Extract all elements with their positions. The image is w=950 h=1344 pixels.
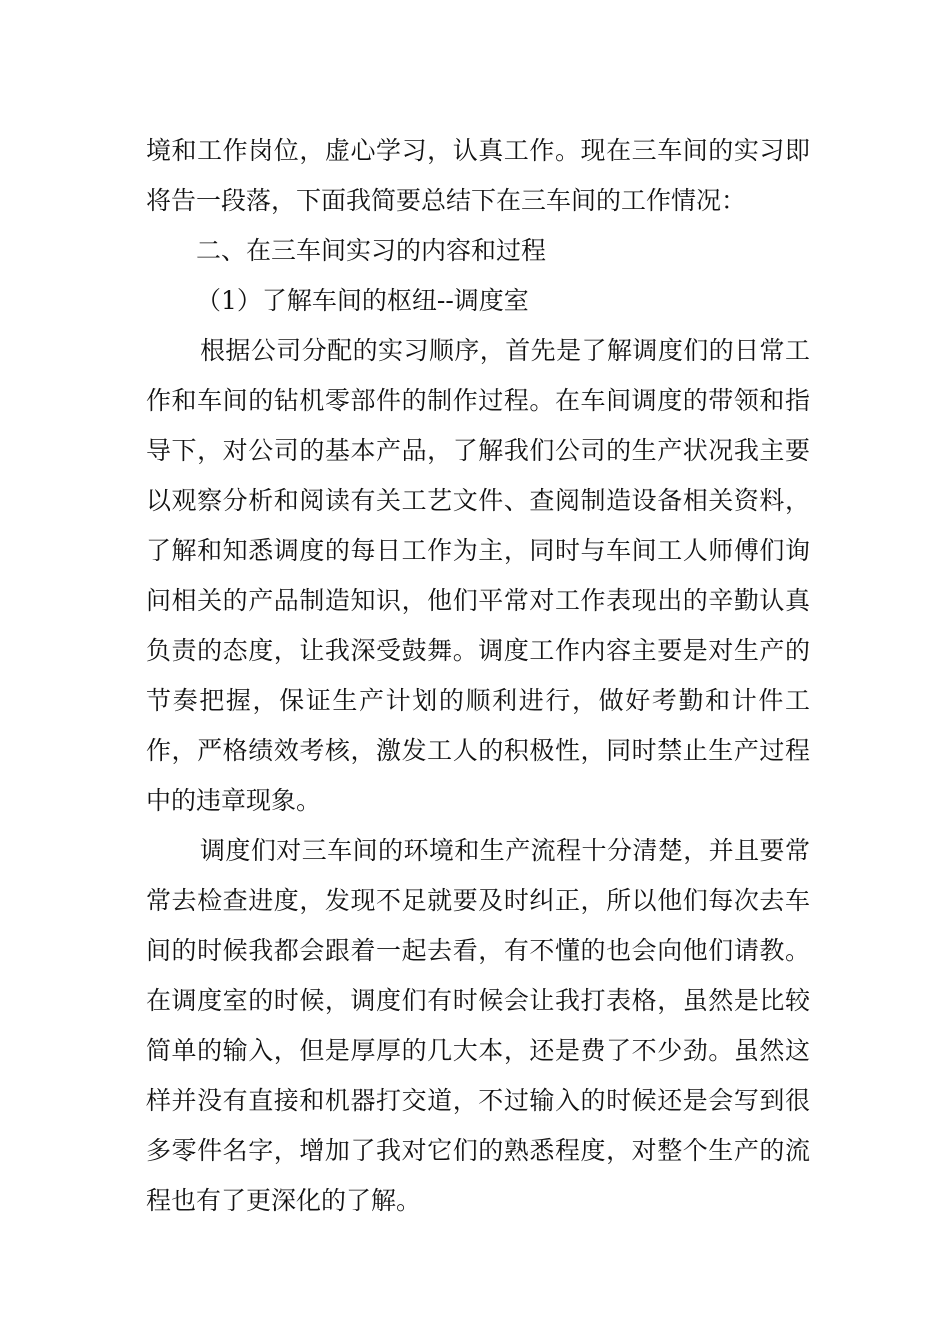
paragraph: 调度们对三车间的环境和生产流程十分清楚，并且要常常去检查进度，发现不足就要及时纠正，所以他们每次去车间的时候我都会跟着一起去看，有不懂的也会向他们请教。在调度室的时候，调度们有时候会让我打表格，虽然是比较简单的输入，但是厚厚的几大本，还是费了不少劲。虽然这样并没有直接和机器打交道，不过输入的时候还是会写到很多零件名字，增加了我对它们的熟悉程度，对整个生产的流程也有了更深化的了解。 <box>146 836 810 1215</box>
section-heading: 二、在三车间实习的内容和过程 <box>196 236 547 265</box>
paragraph: 根据公司分配的实习顺序，首先是了解调度们的日常工作和车间的钻机零部件的制作过程。在车间调度的带领和指导下，对公司的基本产品，了解我们公司的生产状况我主要以观察分析和阅读有关工艺文件、查阅制造设备相关资料，了解和知悉调度的每日工作为主，同时与车间工人师傅们询问相关的产品制造知识，他们平常对工作表现出的辛勤认真负责的态度，让我深受鼓舞。调度工作内容主要是对生产的节奏把握，保证生产计划的顺利进行，做好考勤和计件工作，严格绩效考核，激发工人的积极性，同时禁止生产过程中的违章现象。 <box>146 336 810 815</box>
paragraph-continuation: 境和工作岗位，虚心学习，认真工作。现在三车间的实习即将告一段落，下面我简要总结下在三车间的工作情况： <box>146 136 810 215</box>
subsection-heading: （1）了解车间的枢纽--调度室 <box>196 286 529 315</box>
document-body <box>146 126 810 1226</box>
